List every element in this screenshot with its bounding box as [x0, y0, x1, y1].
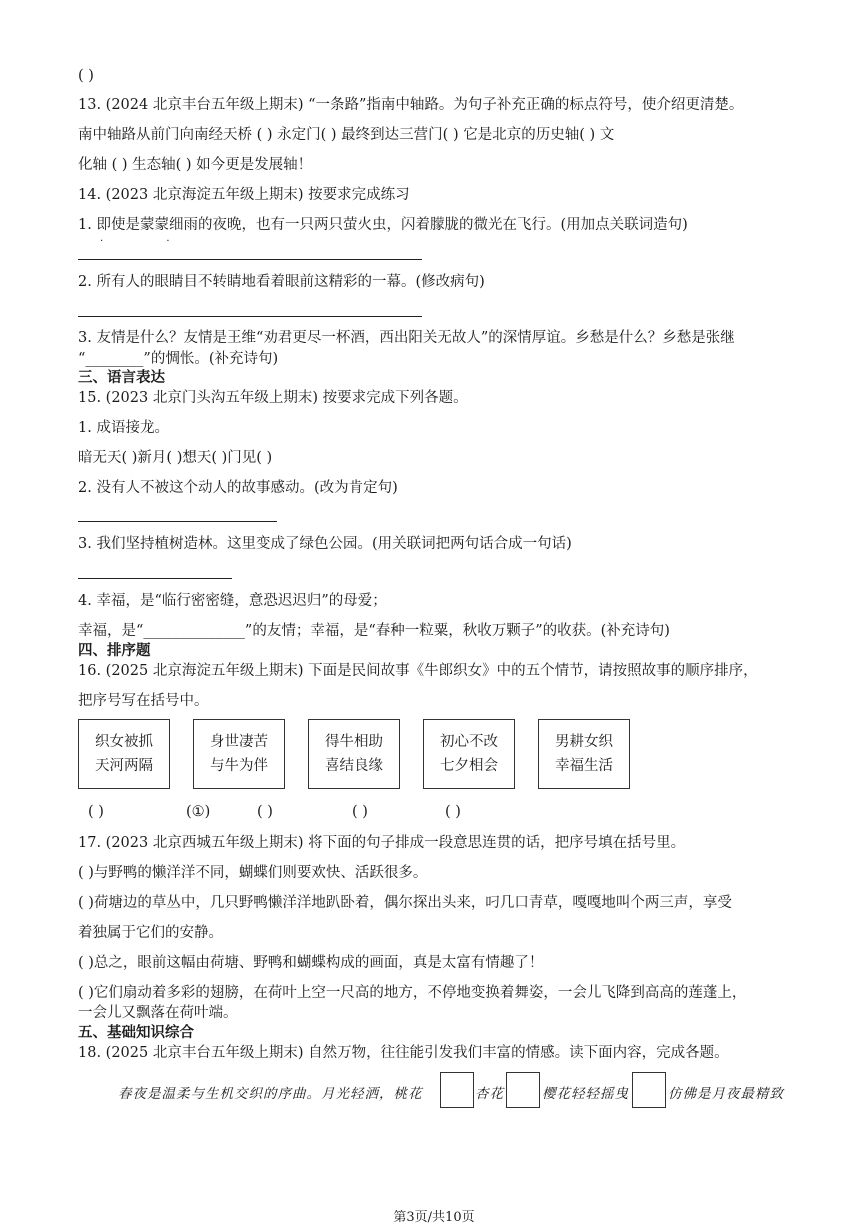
card-line: 身世凄苦 [210, 734, 268, 750]
sentence-3: ( )总之，眼前这幅由荷塘、野鸭和蝴蝶构成的画面，真是太富有情趣了！ [78, 955, 544, 971]
sentence-2-cont: 着独属于它们的安静。 [78, 925, 223, 941]
plot-card-1 [78, 719, 170, 789]
plot-card-3 [308, 719, 400, 789]
answer-paren-line: ( ) [78, 68, 94, 84]
plot-card-5 [538, 719, 630, 789]
section-heading-3: 三、语言表达 [78, 370, 165, 386]
section-heading-5: 五、基础知识综合 [78, 1025, 194, 1041]
question-13-sentence: 南中轴路从前门向南经天桥 ( ) 永定门( ) 最终到达三营门( ) 它是北京的历史轴( ) 文 [78, 127, 615, 143]
card-line: 初心不改 [440, 734, 498, 750]
passage-part-4: 仿佛是月夜最精致 [668, 1086, 784, 1102]
card-line: 得牛相助 [325, 734, 383, 750]
answer-line [78, 521, 277, 522]
order-blank-1[interactable]: ( ) [88, 804, 104, 820]
question-14: 14. (2023 北京海淀五年级上期末) 按要求完成练习 [78, 187, 410, 203]
question-16-cont: 把序号写在括号中。 [78, 693, 209, 709]
passage-part-1: 春夜是温柔与生机交织的序曲。月光轻洒，桃花 [118, 1086, 423, 1102]
plot-card-4 [423, 719, 515, 789]
question-13-sentence-cont: 化轴 ( ) 生态轴( ) 如今更是发展轴！ [78, 157, 313, 173]
answer-line [78, 259, 422, 260]
card-line: 天河两隔 [95, 758, 153, 774]
question-15: 15. (2023 北京门头沟五年级上期末) 按要求完成下列各题。 [78, 390, 468, 406]
punct-box-3[interactable] [632, 1072, 666, 1108]
page-footer: 第3页/共10页 [393, 1210, 475, 1225]
card-line: 织女被抓 [95, 734, 153, 750]
order-blank-4[interactable]: ( ) [352, 804, 368, 820]
question-15-item-4-cont: 幸福，是“______________”的友情；幸福，是“春种一粒粟，秋收万颗子”的收获。(补充诗句) [78, 623, 670, 639]
question-17: 17. (2023 北京西城五年级上期末) 将下面的句子排成一段意思连贯的话，把序号填在括号里。 [78, 835, 686, 851]
question-15-item-2: 2. 没有人不被这个动人的故事感动。(改为肯定句) [78, 480, 398, 496]
question-14-item-3: 3. 友情是什么？友情是王维“劝君更尽一杯酒，西出阳关无故人”的深情厚谊。乡愁是什么？乡愁是张继 [78, 330, 735, 346]
plot-card-2 [193, 719, 285, 789]
question-14-item-3-cont: “________”的惆怅。(补充诗句) [78, 351, 279, 367]
punct-box-2[interactable] [506, 1072, 540, 1108]
passage-part-3: 樱花轻轻摇曳 [542, 1086, 629, 1102]
question-15-item-4: 4. 幸福，是“临行密密缝，意恐迟迟归”的母爱； [78, 593, 387, 609]
card-line: 男耕女织 [555, 734, 613, 750]
sentence-2: ( )荷塘边的草丛中，几只野鸭懒洋洋地趴卧着，偶尔探出头来，叼几口青草，嘎嘎地叫个两三声，享受 [78, 895, 732, 911]
order-blank-3[interactable]: ( ) [257, 804, 273, 820]
card-line: 幸福生活 [555, 758, 613, 774]
sentence-1: ( )与野鸭的懒洋洋不同，蝴蝶们则要欢快、活跃很多。 [78, 865, 428, 881]
idiom-chain: 暗无天( )新月( )想天( )门见( ) [78, 450, 273, 466]
question-15-item-1: 1. 成语接龙。 [78, 420, 169, 436]
card-line: 与牛为伴 [210, 758, 268, 774]
card-line: 七夕相会 [440, 758, 498, 774]
question-14-item-2: 2. 所有人的眼睛目不转睛地看着眼前这精彩的一幕。(修改病句) [78, 274, 485, 290]
emphasis-dots: · · [100, 236, 200, 247]
order-blank-2: (①) [186, 804, 211, 820]
question-18: 18. (2025 北京丰台五年级上期末) 自然万物，往往能引发我们丰富的情感。读下面内容，完成各题。 [78, 1045, 729, 1061]
answer-line [78, 316, 422, 317]
sentence-4: ( )它们扇动着多彩的翅膀，在荷叶上空一尺高的地方，不停地变换着舞姿，一会儿飞降到高高的莲蓬上， [78, 985, 747, 1001]
question-16: 16. (2025 北京海淀五年级上期末) 下面是民间故事《牛郎织女》中的五个情节，请按照故事的顺序排序， [78, 663, 758, 679]
order-blank-5[interactable]: ( ) [445, 804, 461, 820]
answer-line [78, 578, 232, 579]
question-14-item-1: 1. 即使是蒙蒙细雨的夜晚，也有一只两只萤火虫，闪着朦胧的微光在飞行。(用加点关联词造句) [78, 217, 688, 233]
passage-part-2: 杏花 [475, 1086, 504, 1102]
punct-box-1[interactable] [440, 1072, 474, 1108]
question-13: 13. (2024 北京丰台五年级上期末) “一条路”指南中轴路。为句子补充正确的标点符号，使介绍更清楚。 [78, 97, 744, 113]
question-15-item-3: 3. 我们坚持植树造林。这里变成了绿色公园。(用关联词把两句话合成一句话) [78, 536, 572, 552]
sentence-4-cont: 一会儿又飘落在荷叶端。 [78, 1005, 238, 1021]
section-heading-4: 四、排序题 [78, 643, 151, 659]
card-line: 喜结良缘 [325, 758, 383, 774]
